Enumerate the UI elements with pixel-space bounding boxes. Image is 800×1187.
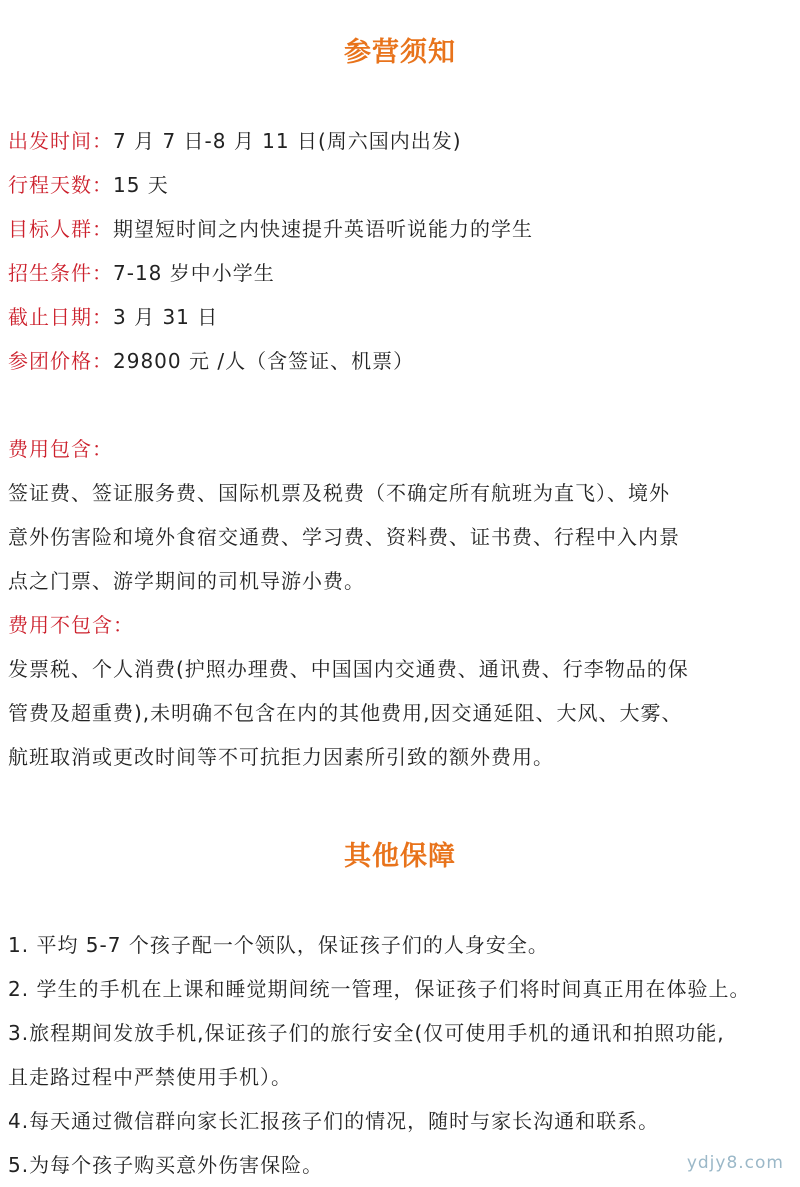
fees-included-label: 费用包含： xyxy=(8,437,113,461)
info-value: 7-18 岁中小学生 xyxy=(113,261,275,285)
fees-excluded-line: 管费及超重费),未明确不包含在内的其他费用,因交通延阻、大风、大雾、 xyxy=(8,701,683,725)
guarantee-item: 5.为每个孩子购买意外伤害保险。 xyxy=(8,1153,324,1177)
info-label: 目标人群： xyxy=(8,217,113,241)
fees-excluded-label: 费用不包含： xyxy=(8,613,134,637)
section-title-camp-notice: 参营须知 xyxy=(344,37,456,68)
info-value: 29800 元 /人（含签证、机票） xyxy=(113,349,415,373)
info-row-target xyxy=(8,217,533,241)
fees-included-line: 签证费、签证服务费、国际机票及税费（不确定所有航班为直飞）、境外 xyxy=(8,481,670,505)
info-row-departure xyxy=(8,129,462,153)
info-value: 15 天 xyxy=(113,173,169,197)
info-label: 截止日期： xyxy=(8,305,113,329)
info-value: 期望短时间之内快速提升英语听说能力的学生 xyxy=(113,217,533,241)
info-label: 招生条件： xyxy=(8,261,113,285)
info-label: 参团价格： xyxy=(8,349,113,373)
info-row-duration xyxy=(8,173,169,197)
info-label: 行程天数： xyxy=(8,173,113,197)
guarantee-item: 4.每天通过微信群向家长汇报孩子们的情况，随时与家长沟通和联系。 xyxy=(8,1109,660,1133)
info-label: 出发时间： xyxy=(8,129,113,153)
fees-included-line: 意外伤害险和境外食宿交通费、学习费、资料费、证书费、行程中入内景 xyxy=(8,525,680,549)
fees-excluded-line: 发票税、个人消费(护照办理费、中国国内交通费、通讯费、行李物品的保 xyxy=(8,657,689,681)
info-value: 3 月 31 日 xyxy=(113,305,219,329)
guarantee-item: 2. 学生的手机在上课和睡觉期间统一管理，保证孩子们将时间真正用在体验上。 xyxy=(8,977,751,1001)
guarantee-item: 1. 平均 5-7 个孩子配一个领队，保证孩子们的人身安全。 xyxy=(8,933,549,957)
guarantee-item: 且走路过程中严禁使用手机）。 xyxy=(8,1065,292,1089)
info-row-requirements xyxy=(8,261,275,285)
info-row-deadline xyxy=(8,305,218,329)
fees-included-line: 点之门票、游学期间的司机导游小费。 xyxy=(8,569,365,593)
fees-excluded-line: 航班取消或更改时间等不可抗拒力因素所引致的额外费用。 xyxy=(8,745,554,769)
guarantee-item: 3.旅程期间发放手机,保证孩子们的旅行安全(仅可使用手机的通讯和拍照功能, xyxy=(8,1021,725,1045)
watermark: ydjy8.com xyxy=(686,1153,784,1173)
info-row-price xyxy=(8,349,414,373)
info-value: 7 月 7 日-8 月 11 日(周六国内出发) xyxy=(113,129,462,153)
section-title-other-guarantees: 其他保障 xyxy=(344,841,456,872)
